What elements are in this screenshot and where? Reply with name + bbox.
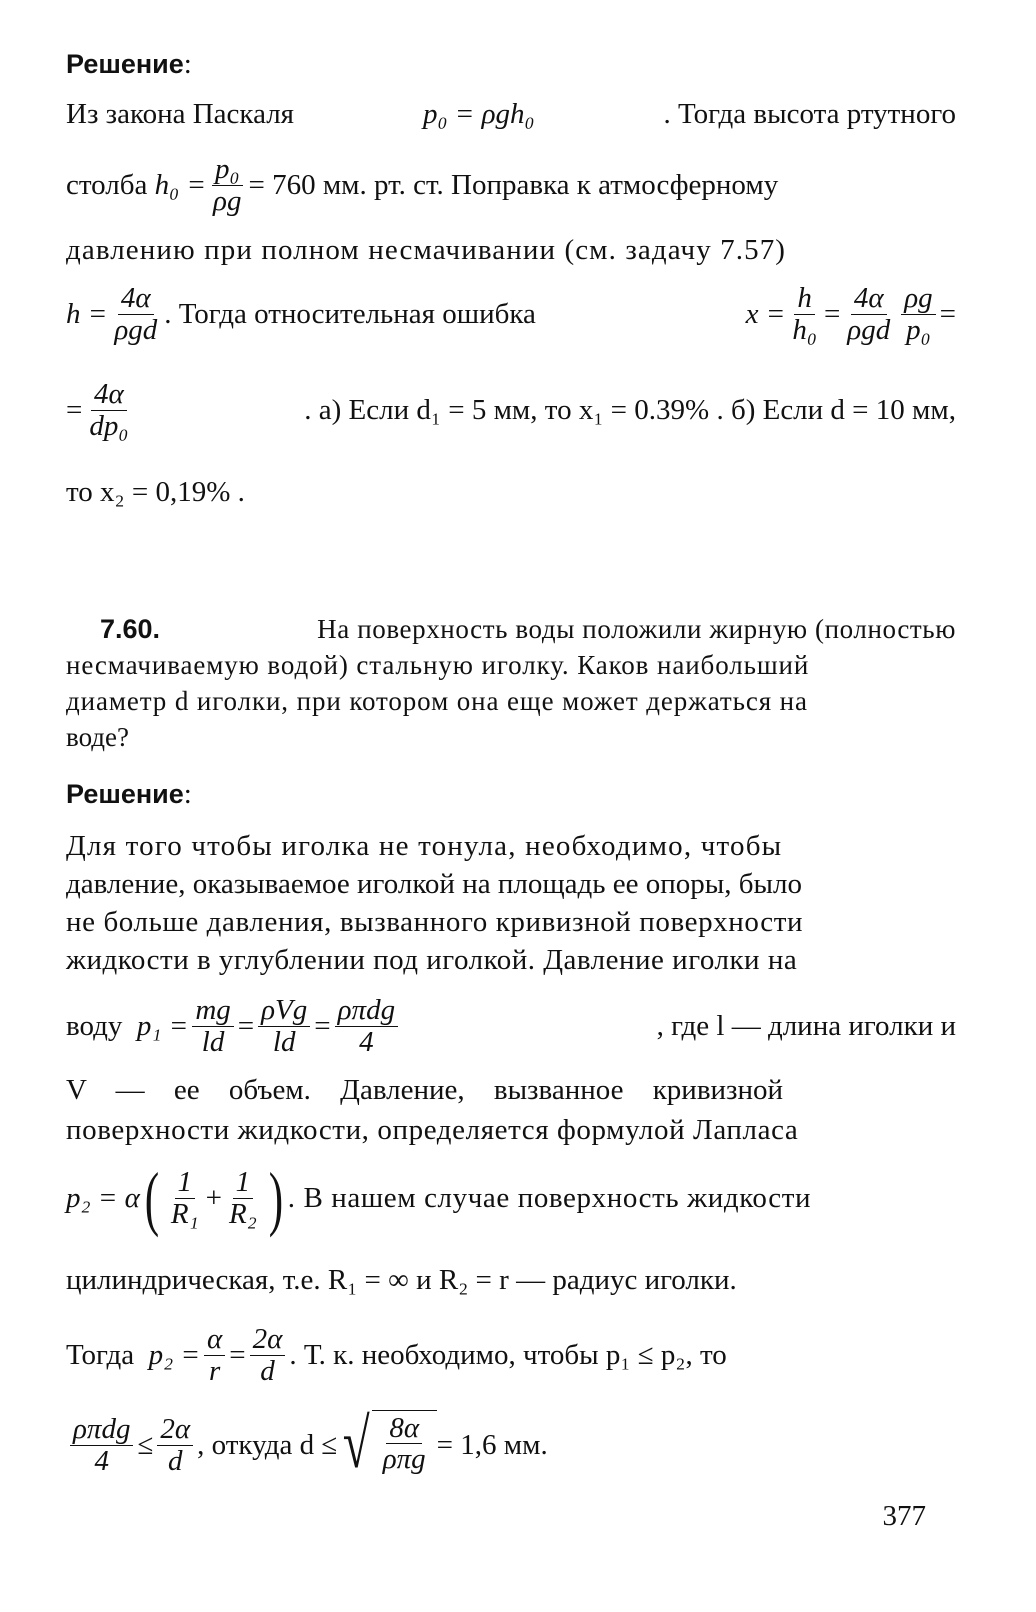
problem-line-3	[66, 686, 956, 717]
text: . Т. к. необходимо, чтобы p₁ ≤ p₂, то	[289, 1338, 727, 1371]
fraction: $\frac{\text{ρπdg}}{4}$	[335, 995, 398, 1057]
s1-line-4	[66, 276, 956, 352]
formula: p₁ =	[136, 1009, 189, 1042]
text: = 760 мм. рт. ст. Поправка к атмосферному	[248, 168, 779, 201]
equals: =	[66, 393, 83, 426]
solution-heading-1: Решение :	[66, 48, 192, 80]
formula: p₂ =	[148, 1338, 201, 1371]
fraction: $\frac{\rho g}{\text{p₀}}$	[901, 283, 935, 345]
problem-line-2	[66, 650, 956, 681]
text: , где l — длина иголки и	[656, 1009, 956, 1042]
text: давление, оказываемое иголкой на площадь ее опоры, было	[66, 868, 802, 900]
problem-line-4	[66, 722, 956, 753]
le: ≤	[137, 1428, 154, 1461]
text: несмачиваемую водой) стальную иголку. Каков наибольший	[66, 650, 810, 680]
text: . Тогда высота ртутного	[663, 98, 956, 130]
s2-line-1	[66, 830, 956, 863]
page-number: 377	[882, 1500, 926, 1532]
equals: =	[237, 1009, 255, 1042]
formula: p₂ = α	[66, 1181, 140, 1214]
plus: +	[205, 1181, 223, 1214]
solution-heading-text: Решение	[66, 779, 184, 809]
text: жидкости в углублении под иголкой. Давление иголки на	[66, 944, 798, 976]
text: цилиндрическая, т.е. R₁ = ∞ и R₂ = r — радиус иголки.	[66, 1264, 737, 1296]
fraction: $\frac{\text{ρπdg}}{4}$	[70, 1414, 133, 1476]
fraction: $\frac{4\alpha}{\text{dp₀}}$	[89, 378, 129, 442]
s2-line-8	[66, 1156, 956, 1240]
text: диаметр d иголки, при котором она еще может держаться на	[66, 686, 808, 716]
s2-line-5	[66, 988, 956, 1064]
s2-line-4	[66, 944, 956, 977]
s1-line-1	[66, 98, 956, 131]
formula: h =	[66, 297, 108, 330]
equals: =	[229, 1338, 246, 1371]
fraction: $\frac{4\alpha}{\text{ρgd}}$	[114, 282, 158, 346]
text: . а) Если d₁ = 5 мм, то x₁ = 0.39% . б) Если d = 10 мм,	[304, 393, 956, 426]
text: = 1,6 мм.	[436, 1428, 548, 1461]
s2-line-7	[66, 1114, 956, 1147]
text: V — ее объем. Давление, вызванное кривизной	[66, 1074, 784, 1106]
equals: =	[823, 297, 841, 330]
fraction: $\frac{\alpha}{r}$	[204, 1324, 225, 1386]
fraction: $\frac{4\alpha}{\text{ρgd}}$	[847, 282, 891, 346]
s2-line-9	[66, 1264, 956, 1297]
s1-line-5	[66, 372, 956, 448]
text: воде?	[66, 722, 129, 752]
text: Для того чтобы иголка не тонула, необходимо, чтобы	[66, 830, 783, 862]
text: На поверхность воды положили жирную (полностью	[317, 614, 956, 644]
text: . Тогда относительная ошибка	[164, 297, 536, 330]
text: поверхности жидкости, определяется формулой Лапласа	[66, 1114, 799, 1146]
fraction: $\frac{\text{ρVg}}{ld}$	[258, 995, 310, 1057]
fraction: $\frac{\text{p₀}}{\rho g}$	[213, 153, 242, 217]
equals: =	[939, 297, 956, 330]
s2-line-10	[66, 1316, 956, 1394]
fraction: $\frac{h}{\text{h₀}}$	[792, 282, 817, 346]
text: . В нашем случае поверхность жидкости	[287, 1181, 812, 1214]
s1-line-3	[66, 234, 956, 267]
formula: p₀ = ρgh₀	[422, 98, 535, 130]
s2-line-6	[66, 1074, 956, 1107]
fraction: $\frac{2\alpha}{d}$	[157, 1414, 193, 1476]
text: , откуда d ≤	[197, 1428, 338, 1461]
paren: (	[144, 1158, 160, 1238]
text: воду	[66, 1009, 123, 1042]
equals: =	[314, 1009, 331, 1042]
solution-heading-text: Решение	[66, 49, 184, 79]
square-root: √ $\frac{8\alpha}{\text{ρπg}}$	[337, 1410, 436, 1480]
s1-line-2	[66, 150, 956, 220]
fraction: $\frac{1}{\text{R₂}}$	[229, 1166, 257, 1230]
s2-line-3	[66, 906, 956, 939]
text: давлению при полном несмачивании (см. задачу 7.57)	[66, 234, 787, 266]
problem-number: 7.60.	[100, 614, 161, 644]
problem-line-1	[66, 614, 956, 645]
text: Тогда	[66, 1338, 135, 1371]
fraction: $\frac{2\alpha}{d}$	[250, 1324, 286, 1386]
solution-heading-2: Решение :	[66, 778, 192, 810]
text: не больше давления, вызванного кривизной поверхности	[66, 906, 804, 938]
text: столба	[66, 168, 148, 201]
s1-line-6	[66, 476, 956, 509]
text: Из закона Паскаля	[66, 98, 295, 130]
fraction: $\frac{1}{\text{R₁}}$	[170, 1166, 199, 1230]
s2-line-11	[66, 1400, 956, 1490]
formula: h₀ =	[154, 168, 207, 201]
text: то x₂ = 0,19% .	[66, 476, 245, 508]
formula: x =	[745, 297, 786, 330]
paren: )	[268, 1158, 283, 1238]
fraction: $\frac{8\alpha}{\text{ρπg}}$	[382, 1412, 426, 1476]
fraction: $\frac{mg}{ld}$	[192, 995, 233, 1057]
s2-line-2	[66, 868, 956, 901]
